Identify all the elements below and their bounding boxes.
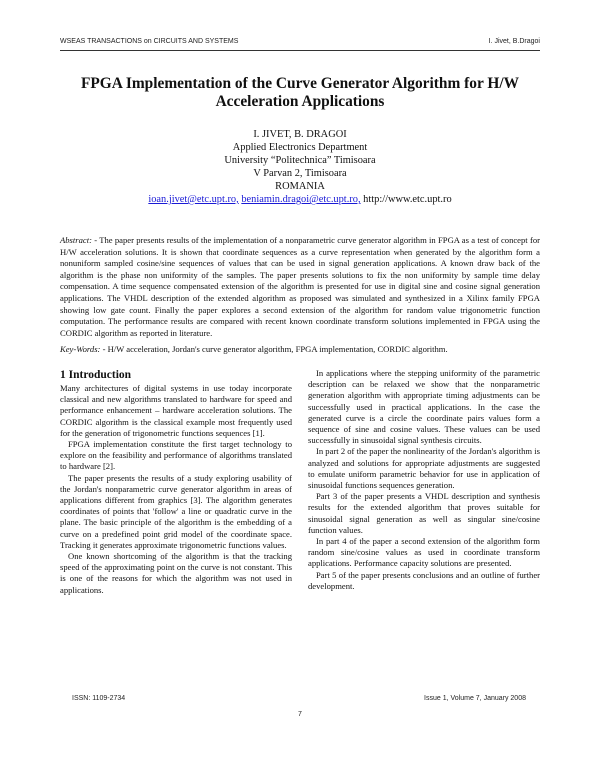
paragraph: FPGA implementation constitute the first target technology to explore on the feasibility and performance of algorithms translated to hardware [2]. (60, 439, 292, 472)
title-line-1: FPGA Implementation of the Curve Generator Algorithm for H/W (80, 75, 519, 92)
footer-issn: ISSN: 1109-2734 (72, 695, 126, 702)
right-column (308, 368, 540, 592)
footer-issue: Issue 1, Volume 7, January 2008 (424, 695, 526, 702)
page-footer (60, 695, 540, 707)
keywords (60, 344, 540, 356)
paragraph: Part 3 of the paper presents a VHDL description and synthesis results for the extended algorithm that proves suitable for sinusoidal signal generation as well as singular sine/cosine function values. (308, 491, 540, 535)
header-authors: I. Jivet, B.Dragoi (488, 38, 540, 45)
email-link-2[interactable]: beniamin.dragoi@etc.upt.ro, (241, 194, 361, 205)
author-names: I. JIVET, B. DRAGOI (253, 129, 347, 140)
page-number: 7 (298, 711, 302, 718)
header-rule (60, 50, 540, 51)
abstract-text: - The paper presents results of the implementation of a nonparametric curve generator algorithm in FPGA as a test of concept for H/W acceleration solutions. It is shown that coordinate sequences as a curve representation when generated by the algorithm form a nonuniform sampled cosine/sine sequences of values that can be used in signal generation applications. A known draw back of the algorithm is the phase non uniformity of the samples. The paper presents solutions to fix the non uniformity by sample time delay compensation. A time sequence compensated extension of the algorithm is presented for use in digital sine and cosine signal generation applications. The VHDL description of the extended algorithm as proposed was simulated and synthesized in a Xilinx family FPGA showing low gate count. Finally the paper explores a second extension of the algorithm for random value trigonometric function computation. The performance results are compared with recent known coordinate transform solutions implemented in FPGA using the CORDIC algorithm as reported in literature. (60, 235, 540, 338)
keywords-label: Key-Words: (60, 344, 101, 354)
author-address: V Parvan 2, Timisoara (253, 168, 347, 179)
left-column (60, 368, 292, 596)
paragraph: Many architectures of digital systems in use today incorporate classical and new algorithms translated to hardware for speed and performance enhancement – hardware acceleration solutions. The CORDIC algorithm is the classical example most frequently used for the generation of trigonometric functions sequences [1]. (60, 383, 292, 438)
keywords-text: - H/W acceleration, Jordan's curve generator algorithm, FPGA implementation, CORDIC algorithm. (100, 344, 448, 354)
paper-title (60, 75, 540, 111)
paragraph: In part 2 of the paper the nonlinearity of the Jordan's algorithm is analyzed and solutions for appropriate adjustments are suggested to emulate uniform parametric behavior for use in application of sinusoidal functions sequences generation. (308, 446, 540, 491)
section-heading-introduction: 1 Introduction (60, 369, 132, 381)
abstract-label: Abstract: (60, 235, 92, 245)
author-contacts (60, 193, 540, 206)
paragraph: In applications where the stepping uniformity of the parametric description can be relaxed we show that the nonparametric generation algorithm with appropriate timing adjustments can be successfully used in practical applications. In the case the generated curve is a circle the coordinate pairs values form a sequence of sine and cosine values. These values can be used successfully in sinusoidal signal synthesis circuits. (308, 368, 540, 446)
running-header (60, 38, 540, 50)
author-university: University “Politechnica” Timisoara (224, 155, 376, 166)
abstract (60, 235, 540, 339)
website-text: http://www.etc.upt.ro (363, 194, 452, 205)
paragraph: In part 4 of the paper a second extension of the algorithm form random sine/cosine values as used in coordinate transform applications. Performance capacity solutions are presented. (308, 536, 540, 569)
author-country: ROMANIA (275, 181, 325, 192)
author-department: Applied Electronics Department (232, 142, 368, 153)
title-line-2: Acceleration Applications (215, 93, 385, 110)
email-link-1[interactable]: ioan.jivet@etc.upt.ro, (148, 194, 239, 205)
paragraph: Part 5 of the paper presents conclusions and an outline of further development. (308, 569, 540, 591)
paragraph: One known shortcoming of the algorithm is that the tracking speed of the approximating point on the curve is not constant. This is one of the reasons for which the algorithm was not used in applications. (60, 551, 292, 595)
paragraph: The paper presents the results of a study exploring usability of the Jordan's nonparametric curve generator algorithm in areas of applications different from graphics [3]. The algorithm generates coordinates of points that 'follow' a line or quadratic curve in the plane. The basic principle of the algorithm is the embedding of a curve on a predefined point grid model of the coordinate space. Tracking it generates approximate trigonometric functions values. (60, 472, 292, 550)
journal-name: WSEAS TRANSACTIONS on CIRCUITS AND SYSTEMS (60, 38, 239, 45)
author-block (60, 128, 540, 206)
